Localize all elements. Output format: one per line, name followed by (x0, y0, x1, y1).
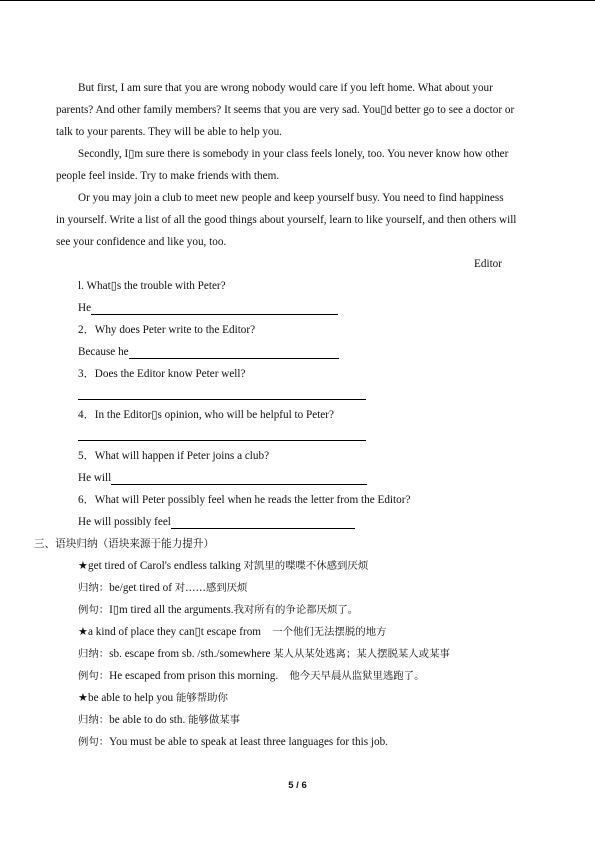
answer-line-6[interactable] (78, 511, 544, 533)
letter-paragraph (56, 143, 544, 187)
paragraph-line: Or you may join a club to meet new people and keep yourself busy. You need to find happiness (78, 192, 504, 204)
paragraph-line: But first, I am sure that you are wrong nobody would care if you left home. What about your (78, 82, 493, 94)
phrase-zh: 对凯里的喋喋不休感到厌烦 (243, 560, 369, 572)
phrase-label: 例句： (78, 736, 110, 748)
answer-line-1[interactable] (78, 297, 544, 319)
letter-paragraph (56, 77, 544, 143)
paragraph-line: see your confidence and like you, too. (56, 236, 227, 248)
phrase-item (56, 731, 544, 753)
question-4: 4．In the Editor▯s opinion, who will be helpful to Peter? (78, 409, 334, 421)
phrase-label: 归纳： (78, 582, 110, 594)
answer-blank[interactable] (111, 470, 367, 485)
paragraph-line: parents? And other family members? It seems that you are very sad. You▯d better go to see a doctor or (56, 104, 515, 116)
phrase-en: ★be able to help you (78, 692, 176, 704)
answer-line-3[interactable] (78, 385, 544, 404)
phrase-zh: 对……感到厌烦 (174, 582, 248, 594)
question-5: 5．What will happen if Peter joins a club? (78, 450, 270, 462)
phrase-en: sb. escape from sb. /sth./somewhere (109, 648, 274, 660)
phrase-en: be/get tired of (109, 582, 175, 594)
phrase-zh: 某人从某处逃离；某人摆脱某人或某事 (273, 648, 450, 660)
question-list (56, 275, 544, 533)
section-title (34, 533, 544, 555)
answer-blank[interactable] (78, 385, 366, 400)
question-2: 2．Why does Peter write to the Editor? (78, 324, 256, 336)
paragraph-line: in yourself. Write a list of all the good things about yourself, learn to like yourself, and then others will (56, 214, 517, 226)
answer-line-5[interactable] (78, 467, 544, 489)
phrase-list (56, 555, 544, 753)
phrase-en: be able to do sth. (109, 714, 189, 726)
answer-line-2[interactable] (78, 341, 544, 363)
phrase-en: You must be able to speak at least three languages for this job. (109, 736, 388, 748)
section-title-text: 三、语块归纳（语块来源于能力提升） (34, 538, 215, 550)
answer-prefix: Because he (78, 346, 129, 358)
phrase-en: ★a kind of place they can▯t escape from (78, 626, 273, 638)
phrase-item (56, 665, 544, 687)
phrase-item (56, 555, 544, 577)
signature: Editor (474, 258, 502, 270)
phrase-en: I▯m tired all the arguments. (109, 604, 234, 616)
phrase-item (56, 709, 544, 731)
phrase-label: 例句： (78, 670, 110, 682)
paragraph-line: talk to your parents. They will be able to help you. (56, 126, 282, 138)
page-number: 5 / 6 (288, 780, 307, 791)
question-6: 6．What will Peter possibly feel when he reads the letter from the Editor? (78, 494, 411, 506)
answer-blank[interactable] (78, 426, 366, 441)
answer-blank[interactable] (91, 300, 338, 315)
phrase-zh: 能够帮助你 (175, 692, 228, 704)
paragraph-line: people feel inside. Try to make friends with them. (56, 170, 280, 182)
answer-blank[interactable] (171, 514, 355, 529)
phrase-item (56, 599, 544, 621)
answer-prefix: He will (78, 472, 112, 484)
answer-prefix: He will possibly feel (78, 516, 171, 528)
phrase-zh: 能够做某事 (188, 714, 241, 726)
phrase-zh: 一个他们无法摆脱的地方 (272, 626, 387, 638)
top-rule (0, 0, 595, 1)
letter-paragraph (56, 187, 544, 253)
question-1: l. What▯s the trouble with Peter? (78, 280, 226, 292)
question-3: 3．Does the Editor know Peter well? (78, 368, 246, 380)
page-content (34, 77, 544, 753)
answer-blank[interactable] (129, 344, 339, 359)
answer-prefix: He (78, 302, 92, 314)
phrase-en: He escaped from prison this morning. (109, 670, 290, 682)
phrase-item (56, 687, 544, 709)
phrase-item (56, 643, 544, 665)
phrase-item (56, 621, 544, 643)
phrase-en: ★get tired of Carol's endless talking (78, 560, 244, 572)
phrase-label: 归纳： (78, 714, 110, 726)
phrase-zh: 我对所有的争论都厌烦了。 (233, 604, 359, 616)
phrase-label: 归纳： (78, 648, 110, 660)
phrase-zh: 他今天早晨从监狱里逃跑了。 (289, 670, 425, 682)
phrase-item (56, 577, 544, 599)
paragraph-line: Secondly, I▯m sure there is somebody in your class feels lonely, too. You never know how other (78, 148, 509, 160)
answer-line-4[interactable] (78, 426, 544, 445)
phrase-label: 例句： (78, 604, 110, 616)
